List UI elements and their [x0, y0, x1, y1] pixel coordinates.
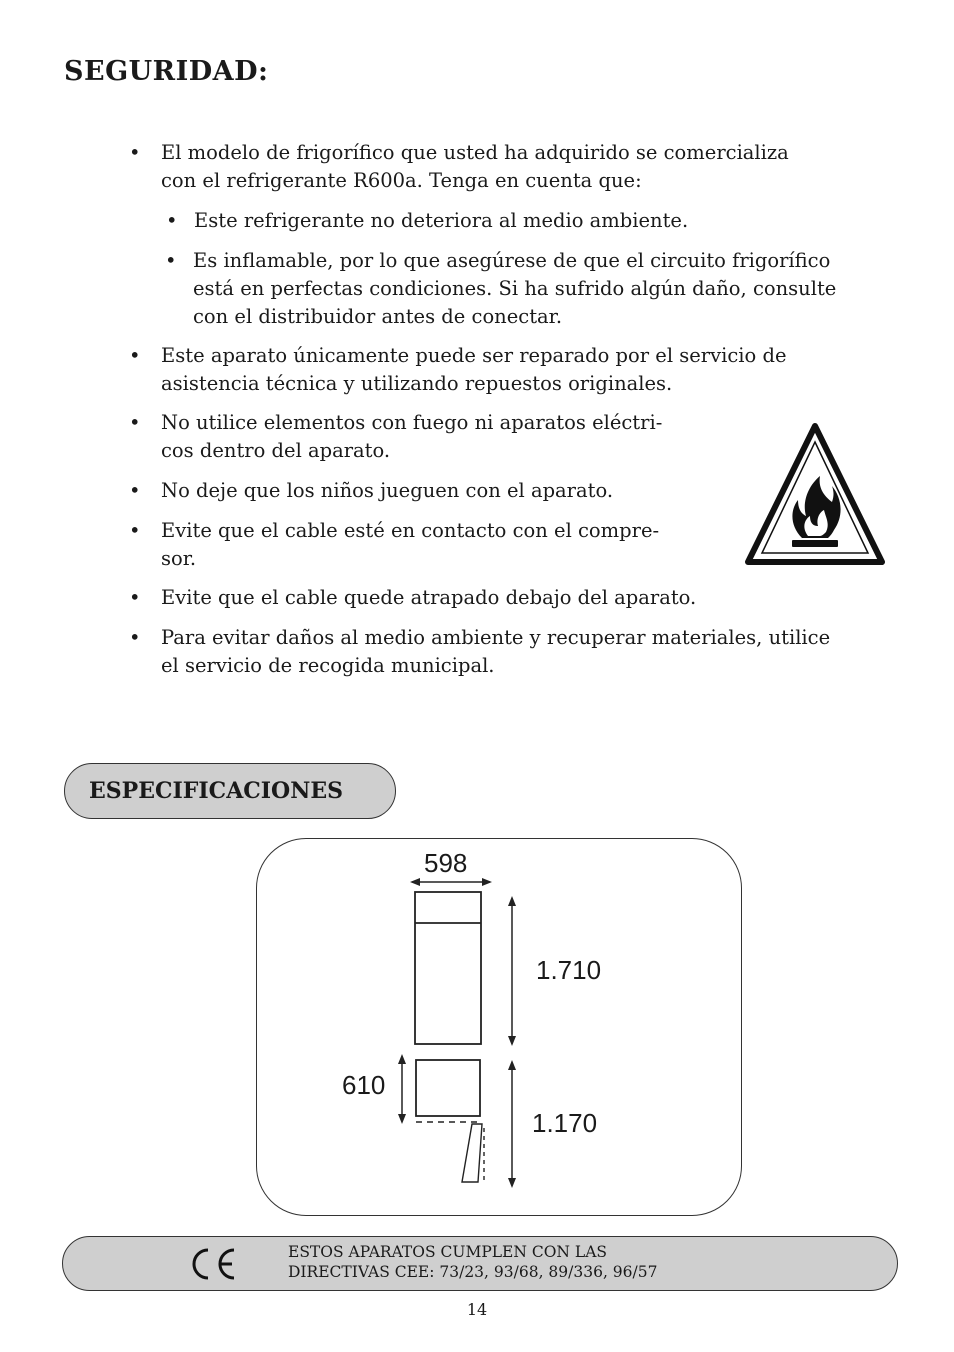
- depth-arrow-icon: [398, 1054, 406, 1124]
- list-item: • Es inflamable, por lo que asegúrese de que el circuito frigorífico está en perfectas condiciones. Si ha sufrido algún daño, consulte con el distribuidor antes de conectar.: [165, 249, 837, 328]
- door-swing-outline: [416, 1122, 484, 1182]
- specifications-heading: [64, 763, 396, 819]
- list-item: • El modelo de frigorífico que usted ha adquirido se comercializa con el refrigerante R600a. Tenga en cuenta que:: [129, 141, 789, 192]
- list-item: • Evite que el cable quede atrapado debajo del aparato.: [129, 586, 697, 609]
- page-number: 14: [466, 1300, 488, 1319]
- ce-mark-icon: [186, 1245, 238, 1283]
- list-item: • No deje que los niños jueguen con el aparato.: [129, 479, 614, 502]
- list-item: • Evite que el cable esté en contacto con el compre- sor.: [129, 519, 660, 570]
- open-depth-label: 1.170: [532, 1108, 598, 1138]
- open-depth-arrow-icon: [508, 1060, 516, 1188]
- flammable-warning-icon: [742, 420, 888, 570]
- list-item: • Este refrigerante no deteriora al medio ambiente.: [166, 209, 689, 232]
- fridge-front-view: [415, 892, 481, 1044]
- height-label: 1.710: [536, 955, 602, 985]
- depth-label: 610: [342, 1070, 386, 1100]
- list-item: • Para evitar daños al medio ambiente y recuperar materiales, utilice el servicio de recogida municipal.: [129, 626, 831, 677]
- width-arrow-icon: [410, 878, 492, 886]
- compliance-text: ESTOS APARATOS CUMPLEN CON LAS DIRECTIVAS CEE: 73/23, 93/68, 89/336, 96/57: [288, 1243, 658, 1281]
- width-label: 598: [424, 848, 468, 878]
- page-title: SEGURIDAD:: [64, 56, 269, 87]
- section-title: ESPECIFICACIONES: [89, 778, 343, 804]
- dimensions-diagram: [256, 838, 742, 1216]
- list-item: • No utilice elementos con fuego ni aparatos eléctri- cos dentro del aparato.: [129, 411, 663, 462]
- fridge-side-view: [416, 1060, 480, 1116]
- height-arrow-icon: [508, 896, 516, 1046]
- list-item: • Este aparato únicamente puede ser reparado por el servicio de asistencia técnica y utilizando repuestos originales.: [129, 344, 787, 395]
